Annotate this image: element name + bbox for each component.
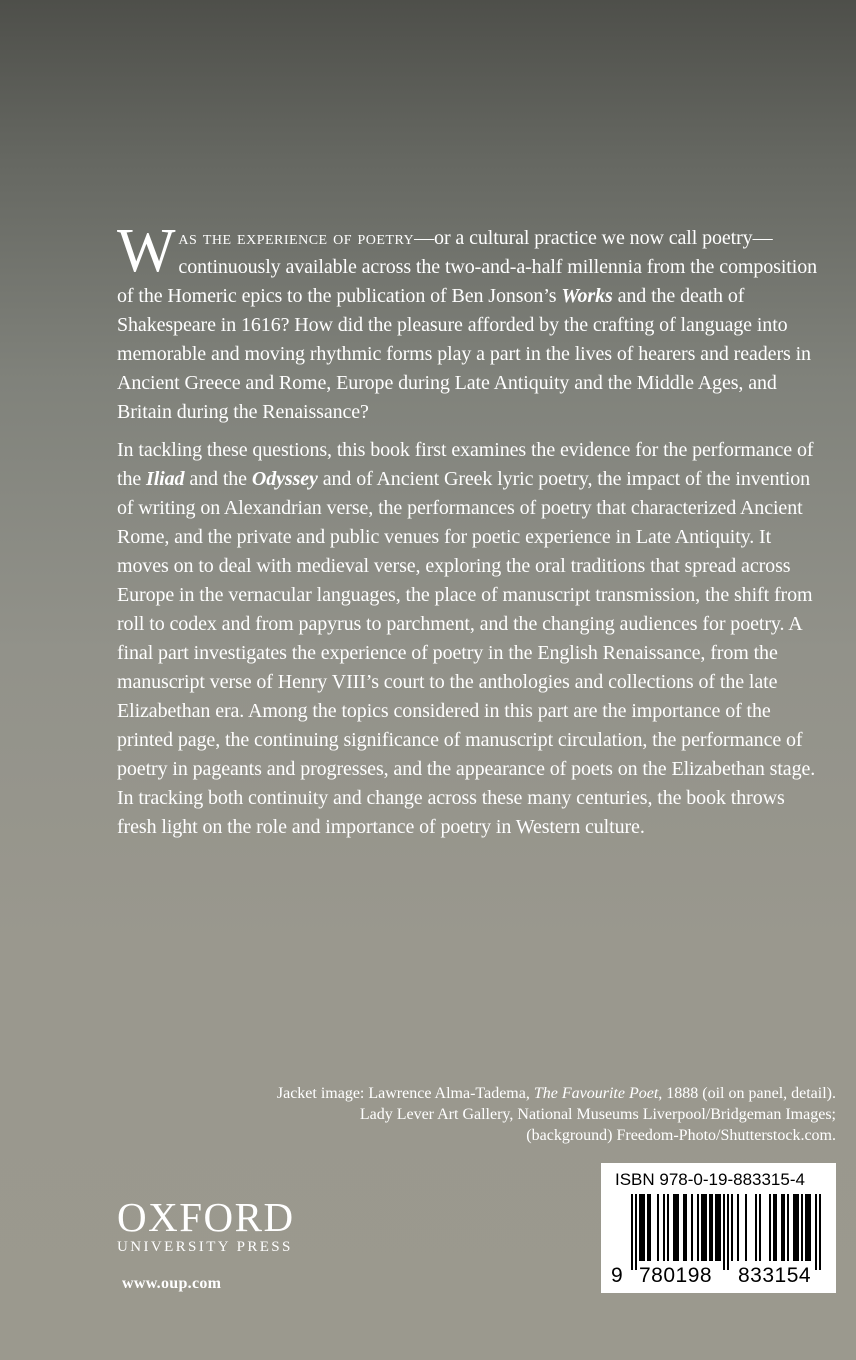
barcode-bar (641, 1194, 643, 1261)
barcode-bar (717, 1194, 719, 1261)
barcode-bar (781, 1194, 783, 1261)
credit-line-1-a: Jacket image: Lawrence Alma-Tadema, (276, 1085, 534, 1102)
publisher-name: OXFORD (117, 1194, 295, 1240)
barcode-bar (795, 1194, 797, 1261)
works-title: Works (561, 285, 613, 307)
barcode-bar (783, 1194, 785, 1261)
barcode-bar (673, 1194, 675, 1261)
drop-cap: W (117, 217, 176, 285)
publisher-url[interactable]: www.oup.com (122, 1275, 222, 1292)
barcode-bar (773, 1194, 775, 1261)
barcode-bar (697, 1194, 699, 1261)
barcode-bar (809, 1194, 811, 1261)
barcode-bar (635, 1194, 637, 1270)
barcode-bar (807, 1194, 809, 1261)
opening-smallcaps: as the experience of poetry (178, 227, 415, 249)
back-cover-blurb (117, 217, 827, 851)
barcode-bar (711, 1194, 713, 1261)
barcode-bar (691, 1194, 693, 1261)
blurb-paragraph-2 (117, 436, 827, 842)
credit-line-3: (background) Freedom-Photo/Shutterstock.com. (526, 1127, 836, 1144)
barcode-bar (683, 1194, 685, 1261)
barcode-bar (631, 1194, 633, 1270)
barcode-bar (663, 1194, 665, 1261)
painting-title: The Favourite Poet (533, 1085, 659, 1102)
blurb-p1-end: and the death of Shakespeare in 1616? How did the pleasure afforded by the crafting of language into memorable and moving rhythmic forms play a part in the lives of hearers and readers in Ancient Greece and Rome, Europe during Late Antiquity and the Middle Ages, and Britain during the Renaissance? (117, 285, 811, 423)
barcode-bar (647, 1194, 649, 1261)
jacket-image-credit (136, 1083, 836, 1146)
barcode-bar (719, 1194, 721, 1261)
publisher-subtitle: UNIVERSITY PRESS (117, 1239, 293, 1255)
credit-line-1 (136, 1083, 836, 1104)
barcode-bar (775, 1194, 777, 1261)
barcode-bar (737, 1194, 739, 1261)
isbn-barcode-box (601, 1163, 836, 1293)
credit-line-2: Lady Lever Art Gallery, National Museums Liverpool/Bridgeman Images; (359, 1106, 836, 1123)
barcode-bar (801, 1194, 803, 1261)
barcode-bar (769, 1194, 771, 1261)
blurb-p1-text: —or a cultural practice we now call poetry—continuously available across the two-and-a-half millennia from the composition of the Homeric epics to the publication of Ben Jonson’s (117, 227, 818, 307)
blurb-paragraph-1 (117, 217, 827, 427)
barcode-bar (677, 1194, 679, 1261)
barcode-bar (701, 1194, 703, 1261)
barcode-bar (639, 1194, 641, 1261)
oxford-university-press-logo (117, 1196, 295, 1256)
barcode-bar (731, 1194, 733, 1261)
barcode-bar (705, 1194, 707, 1261)
barcode-bar (685, 1194, 687, 1261)
barcode-bar (675, 1194, 677, 1261)
barcode-bar (727, 1194, 729, 1270)
barcode-bar (797, 1194, 799, 1261)
blurb-p2-text-c: and of Ancient Greek lyric poetry, the impact of the invention of writing on Alexandrian verse, the performances of poetry that characterized Ancient Rome, and the private and public venues for poetic experience in Late Antiquity. It moves on to deal with medieval verse, exploring the oral traditions that spread across Europe in the vernacular languages, the place of manuscript transmission, the shift from roll to codex and from papyrus to parchment, and the changing audiences for poetry. A final part investigates the experience of poetry in the English Renaissance, from the manuscript verse of Henry VIII’s court to the anthologies and collections of the late Elizabethan era. Among the topics considered in this part are the importance of the printed page, the continuing significance of manuscript circulation, the performance of poetry in pageants and progresses, and the appearance of poets on the Elizabethan stage. In tracking both continuity and change across these many centuries, the book throws fresh light on the role and importance of poetry in Western culture. (117, 468, 816, 838)
blurb-p2-text-b: and the (184, 468, 252, 490)
isbn-label: ISBN 978-0-19-883315-4 (615, 1170, 805, 1189)
barcode-bar (787, 1194, 789, 1261)
barcode-bar (657, 1194, 659, 1261)
barcode-bar (759, 1194, 761, 1261)
barcode-bar (805, 1194, 807, 1261)
barcode-bar (793, 1194, 795, 1261)
odyssey-title: Odyssey (251, 468, 318, 490)
barcode-bar (745, 1194, 747, 1261)
barcode-bar (815, 1194, 817, 1270)
barcode-digits-right: 833154 (738, 1264, 812, 1287)
barcode-bar (715, 1194, 717, 1261)
barcode-bar (703, 1194, 705, 1261)
barcode-bar (667, 1194, 669, 1261)
barcode-bar (649, 1194, 651, 1261)
barcode-bar (709, 1194, 711, 1261)
barcode-digits-left: 780198 (639, 1264, 713, 1287)
credit-line-1-b: , 1888 (oil on panel, detail). (658, 1085, 836, 1102)
iliad-title: Iliad (146, 468, 185, 490)
barcode-digit-first: 9 (611, 1264, 624, 1287)
barcode-bar (643, 1194, 645, 1261)
barcode-bar (723, 1194, 725, 1270)
barcode-bar (755, 1194, 757, 1261)
barcode-bar (819, 1194, 821, 1270)
blurb-p2-text-a: In tackling these questions, this book first examines the evidence for the performance of the (117, 439, 814, 490)
